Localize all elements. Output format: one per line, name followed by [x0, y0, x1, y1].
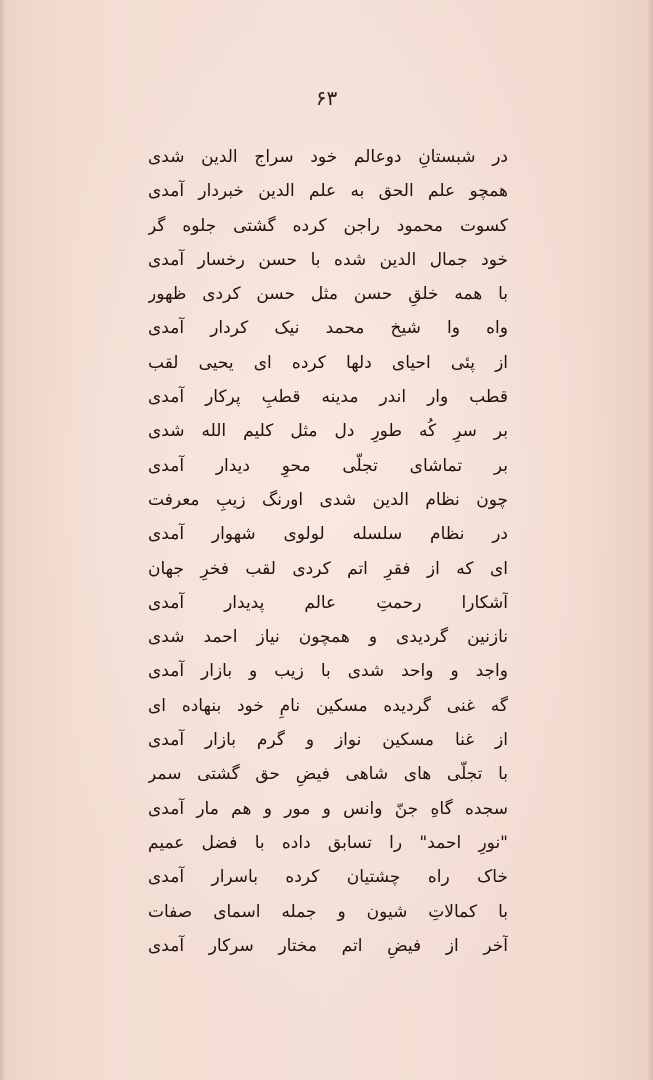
verse-line: بر سرِ کُه طورِ دل مثل کلیم الله شدی [148, 421, 508, 442]
verse-line: از غنا مسکین نواز و گرم بازار آمدی [148, 730, 508, 751]
page-number: ۶۳ [315, 86, 338, 110]
verse-line: از پئی احیای دلها کرده ای یحیی لقب [148, 352, 508, 373]
verse-line: آشکارا رحمتِ عالم پدیدار آمدی [148, 592, 508, 613]
verse-line: با همه خلقِ حسن مثل حسن کردی ظهور [148, 284, 508, 305]
verse-line: با کمالاتِ شیون و جمله اسمای صفات [148, 901, 508, 922]
verse-line: همچو علم الحق به علم الدین خبردار آمدی [148, 181, 508, 202]
verse-line: در نظام سلسله لولوی شهوار آمدی [148, 524, 508, 545]
verse-line: سجده گاهِ جنّ وانس و مور و هم مار آمدی [148, 798, 508, 819]
verse-line: خود جمال الدین شده با حسن رخسار آمدی [148, 249, 508, 270]
verse-line: "نورِ احمد" را تسابق داده با فضل عمیم [148, 832, 508, 853]
verse-line: گه غنی گردیده مسکین نامِ خود بنهاده ای [148, 695, 508, 716]
verse-line: نازنین گردیدی و همچون نیاز احمد شدی [148, 627, 508, 648]
verse-line: واه وا شیخ محمد نیک کردار آمدی [148, 318, 508, 339]
verse-line: قطب وار اندر مدینه قطبِ پرکار آمدی [148, 387, 508, 408]
verse-line: با تجلّی های شاهی فیضِ حق گشتی سمر [148, 764, 508, 785]
verse-line: آخر از فیضِ اتم مختار سرکار آمدی [148, 935, 508, 956]
page-edge-shadow-right [647, 0, 653, 1080]
page-edge-shadow-left [0, 0, 6, 1080]
verse-line: خاک راه چشتیان کرده باسرار آمدی [148, 867, 508, 888]
verse-line: در شبستانِ دوعالم خود سراج الدین شدی [148, 147, 508, 167]
verse-line: واجد و واحد شدی با زیب و بازار آمدی [148, 661, 508, 682]
verse-line: چون نظام الدین شدی اورنگ زیبِ معرفت [148, 489, 508, 510]
verse-line: ای که از فقرِ اتم کردی لقب فخرِ جهان [148, 558, 508, 579]
verse-line: بر تماشای تجلّی محوِ دیدار آمدی [148, 455, 508, 476]
verse-line: کسوت محمود راجن کرده گشتی جلوه گر [148, 215, 508, 236]
poem-verses [148, 140, 508, 963]
